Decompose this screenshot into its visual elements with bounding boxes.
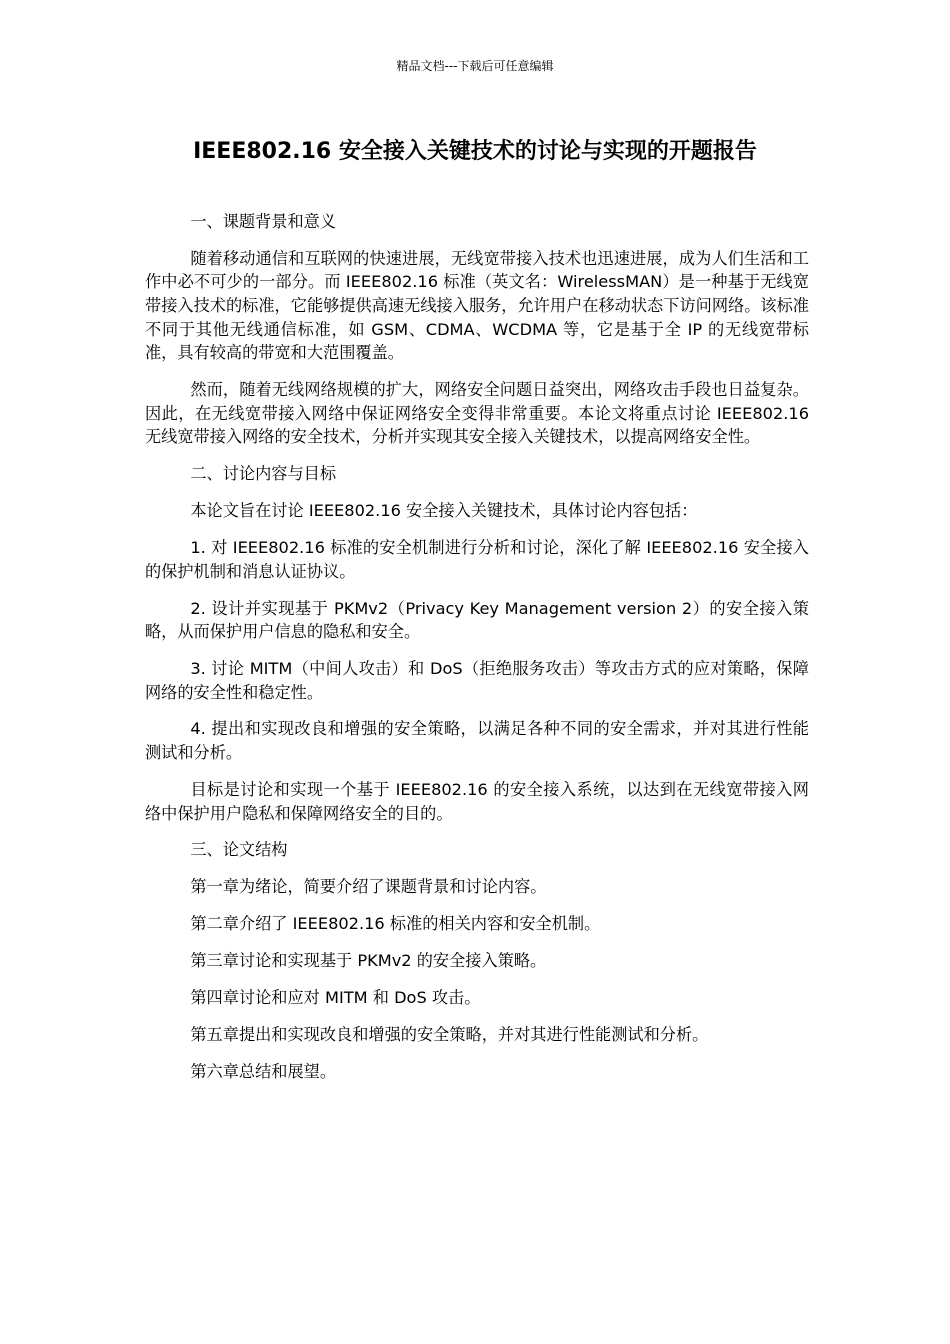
list-item-content-1: 1. 对 IEEE802.16 标准的安全机制进行分析和讨论，深化了解 IEEE802.16 安全接入的保护机制和消息认证协议。 bbox=[145, 538, 809, 581]
chapter-item-4: 第四章讨论和应对 MITM 和 DoS 攻击。 bbox=[190, 988, 481, 1007]
list-item-content-2: 2. 设计并实现基于 PKMv2（Privacy Key Management version 2）的安全接入策略，从而保护用户信息的隐私和安全。 bbox=[145, 598, 809, 642]
paragraph-background-1: 随着移动通信和互联网的快速进展，无线宽带接入技术也迅速进展，成为人们生活和工作中必不可少的一部分。而 IEEE802.16 标准（英文名：WirelessMAN）是一种基于无线宽带接入技术的标准，它能够提供高速无线接入服务，允许用户在移动状态下访问网络。该标准不同于其他无线通信标准，如 GSM、CDMA、WCDMA 等，它是基于全 IP 的无线宽带标准，具有较高的带宽和大范围覆盖。 bbox=[145, 248, 809, 363]
chapter-item-3: 第三章讨论和实现基于 PKMv2 的安全接入策略。 bbox=[190, 951, 547, 971]
section-heading-background: 一、课题背景和意义 bbox=[190, 212, 337, 231]
chapter-item-5: 第五章提出和实现改良和增强的安全策略，并对其进行性能测试和分析。 bbox=[190, 1024, 709, 1044]
list-item-content-3: 3. 讨论 MITM（中间人攻击）和 DoS（拒绝服务攻击）等攻击方式的应对策略，保障网络的安全性和稳定性。 bbox=[145, 658, 809, 702]
chapter-item-6: 第六章总结和展望。 bbox=[190, 1061, 337, 1081]
paragraph-background-2: 然而，随着无线网络规模的扩大，网络安全问题日益突出，网络攻击手段也日益复杂。因此，在无线宽带接入网络中保证网络安全变得非常重要。本论文将重点讨论 IEEE802.16 无线宽带接入网络的安全技术，分析并实现其安全接入关键技术，以提高网络安全性。 bbox=[145, 380, 809, 447]
paragraph-content-intro: 本论文旨在讨论 IEEE802.16 安全接入关键技术，具体讨论内容包括： bbox=[190, 501, 698, 521]
list-item-content-4: 4. 提出和实现改良和增强的安全策略，以满足各种不同的安全需求，并对其进行性能测试和分析。 bbox=[145, 719, 809, 763]
paragraph-goal: 目标是讨论和实现一个基于 IEEE802.16 的安全接入系统，以达到在无线宽带接入网络中保护用户隐私和保障网络安全的目的。 bbox=[145, 779, 809, 823]
document-title: IEEE802.16 安全接入关键技术的讨论与实现的开题报告 bbox=[193, 139, 757, 164]
chapter-item-1: 第一章为绪论，简要介绍了课题背景和讨论内容。 bbox=[190, 877, 547, 897]
section-heading-structure: 三、论文结构 bbox=[190, 840, 288, 860]
chapter-item-2: 第二章介绍了 IEEE802.16 标准的相关内容和安全机制。 bbox=[190, 914, 601, 934]
section-heading-content-goals: 二、讨论内容与目标 bbox=[190, 464, 337, 484]
document-body bbox=[145, 210, 809, 1097]
header-note: 精品文档---下载后可任意编辑 bbox=[396, 59, 554, 73]
